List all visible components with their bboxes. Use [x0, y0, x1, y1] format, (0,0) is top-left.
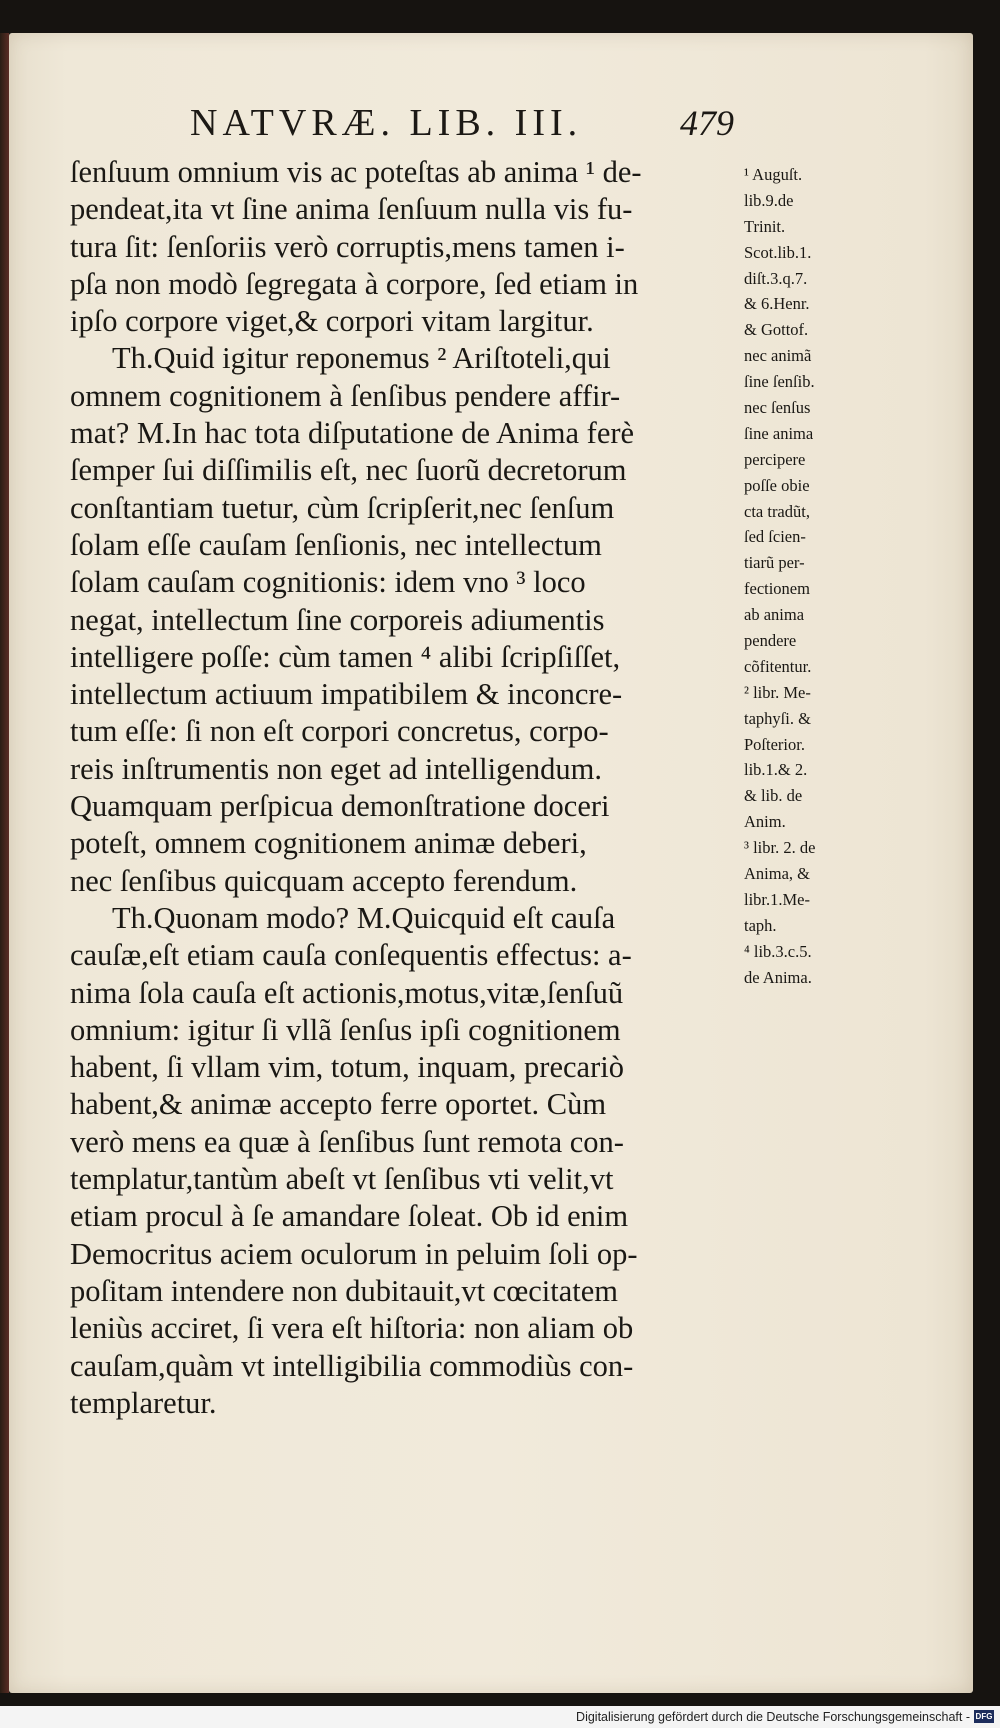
margin-note-line: Trinit. [744, 216, 786, 236]
margin-note-line: cta tradũt, [744, 501, 810, 521]
text-line: leniùs acciret, ſi vera eſt hiſtoria: non aliam ob [70, 1311, 634, 1346]
main-text-block [70, 154, 742, 1422]
text-line: omnium: igitur ſi vllã ſenſus ipſi cognitionem [70, 1012, 621, 1047]
margin-note-line: tiarũ per- [744, 553, 805, 573]
text-line: templaretur. [70, 1385, 217, 1420]
text-line: ſolam cauſam cognitionis: idem vno ³ loco [70, 565, 586, 600]
margin-note-line: nec animã [744, 346, 812, 366]
text-line: ſemper ſui diſſimilis eſt, nec ſuorũ decretorum [70, 453, 627, 488]
text-line: poſitam intendere non dubitauit,vt cœcitatem [70, 1273, 619, 1308]
margin-note-line: lib.9.de [744, 190, 794, 210]
text-line: nec ſenſibus quicquam accepto ferendum. [70, 863, 578, 898]
running-head [190, 98, 830, 148]
text-line: intellectum actiuum impatibilem & inconcre- [70, 677, 623, 712]
margin-note-line: & Gottof. [744, 320, 809, 340]
margin-note-line: percipere [744, 449, 806, 469]
text-line: habent,& animæ accepto ferre oportet. Cùm [70, 1087, 607, 1122]
text-line: tum eſſe: ſi non eſt corpori concretus, corpo- [70, 714, 609, 749]
margin-note-line: Anima, & [744, 864, 810, 884]
text-line: Th.Quonam modo? M.Quicquid eſt cauſa [112, 900, 616, 935]
funding-credit: Digitalisierung gefördert durch die Deutsche Forschungsgemeinschaft - [576, 1710, 970, 1724]
margin-note-line: fectionem [744, 579, 810, 599]
text-line: pendeat,ita vt ſine anima ſenſuum nulla vis fu- [70, 192, 633, 227]
margin-note-line: libr.1.Me- [744, 889, 810, 909]
text-line: negat, intellectum ſine corporeis adiumentis [70, 602, 605, 637]
text-line: cauſam,quàm vt intelligibilia commodiùs con- [70, 1348, 634, 1383]
margin-note-line: diſt.3.q.7. [744, 268, 808, 288]
text-line: ſenſuum omnium vis ac poteſtas ab anima ¹ de- [70, 155, 642, 189]
text-line: mat? M.In hac tota diſputatione de Anima ferè [70, 416, 635, 451]
text-line: nima ſola cauſa eſt actionis,motus,vitæ,ſenſuũ [70, 975, 624, 1010]
margin-note-line: poſſe obie [744, 475, 810, 495]
margin-note-line: Scot.lib.1. [744, 242, 812, 262]
margin-note-line: ¹ Auguſt. [744, 165, 803, 184]
margin-note-line: Poſterior. [744, 734, 805, 754]
margin-note-line: de Anima. [744, 967, 812, 987]
margin-note-line: taph. [744, 915, 777, 935]
margin-note-line: pendere [744, 631, 797, 651]
margin-note-line: ² libr. Me- [744, 682, 811, 702]
text-line: omnem cognitionem à ſenſibus pendere affir- [70, 378, 621, 413]
dfg-logo-icon: DFG [975, 1712, 993, 1721]
text-line: etiam procul à ſe amandare ſoleat. Ob id enim [70, 1199, 629, 1234]
running-head-title: NATVRÆ. LIB. III. [190, 102, 583, 144]
text-line: intelligere poſſe: cùm tamen ⁴ alibi ſcripſiſſet, [70, 639, 621, 674]
marginal-notes [744, 162, 872, 991]
margin-note-line: ab anima [744, 605, 805, 625]
margin-note-line: ſine ſenſib. [744, 372, 815, 392]
book-spine-edge [0, 33, 9, 1693]
text-line: Democritus aciem oculorum in peluim ſoli op- [70, 1236, 638, 1271]
text-line: tura ſit: ſenſoriis verò corruptis,mens tamen i- [70, 229, 625, 264]
text-line: Th.Quid igitur reponemus ² Ariſtoteli,qui [112, 341, 611, 376]
margin-note-line: nec ſenſus [744, 398, 811, 418]
text-line: verò mens ea quæ à ſenſibus ſunt remota con- [70, 1124, 624, 1159]
text-line: habent, ſi vllam vim, totum, inquam, precariò [70, 1050, 624, 1085]
digitization-footer [0, 1706, 1000, 1728]
margin-note-line: lib.1.& 2. [744, 760, 808, 780]
text-line: cauſæ,eſt etiam cauſa conſequentis effectus: a- [70, 938, 632, 973]
margin-note-line: Anim. [744, 812, 786, 832]
margin-note-line: & 6.Henr. [744, 294, 810, 314]
margin-note-line: & lib. de [744, 786, 803, 806]
text-line: Quamquam perſpicua demonſtratione doceri [70, 789, 610, 824]
margin-note-line: taphyſi. & [744, 708, 811, 728]
margin-note-line: ſine anima [744, 423, 814, 443]
text-line: pſa non modò ſegregata à corpore, ſed etiam in [70, 266, 639, 301]
text-line: reis inſtrumentis non eget ad intelligendum. [70, 751, 602, 786]
text-line: ſolam eſſe cauſam ſenſionis, nec intellectum [70, 527, 602, 562]
margin-note-line: cõfitentur. [744, 656, 812, 676]
text-line: ipſo corpore viget,& corpori vitam largitur. [70, 304, 594, 339]
text-line: conſtantiam tuetur, cùm ſcripſerit,nec ſenſum [70, 490, 615, 525]
text-line: templatur,tantùm abeſt vt ſenſibus vti velit,vt [70, 1162, 614, 1197]
margin-note-line: ³ libr. 2. de [744, 838, 816, 858]
text-line: poteſt, omnem cognitionem animæ deberi, [70, 826, 587, 861]
margin-note-line: ſed ſcien- [744, 527, 806, 547]
page-number: 479 [680, 103, 734, 143]
margin-note-line: ⁴ lib.3.c.5. [744, 941, 812, 961]
